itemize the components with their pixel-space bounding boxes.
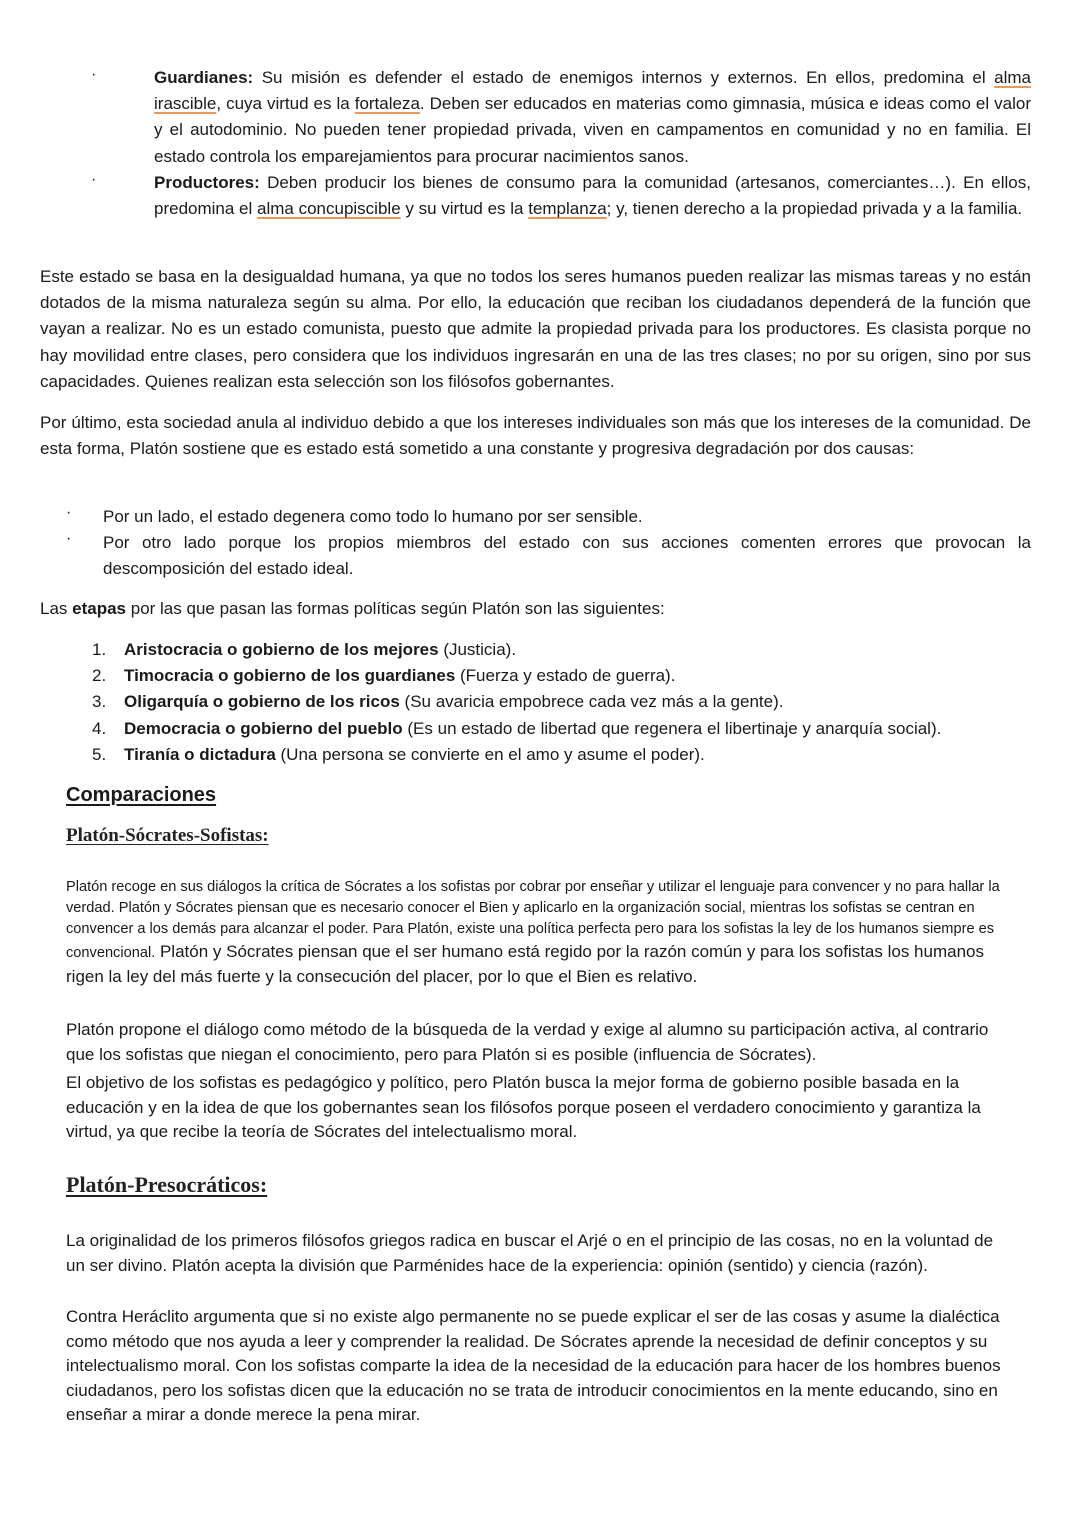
subheading-presocraticos: Platón-Presocráticos: <box>66 1172 268 1197</box>
role-productores: Productores: Deben producir los bienes de consumo para la comunidad (artesanos, comerciantes…). En ellos, predomina el alma concupiscible y su virtud es la templanza; y, tienen derecho a la propiedad privada y a la familia. <box>154 173 1031 219</box>
section-heading-comparaciones: Comparaciones <box>66 784 217 806</box>
cause-item: Por otro lado porque los propios miembros del estado con sus acciones comenten errores que provocan la descomposición del estado ideal. <box>103 533 1031 579</box>
paragraph-sofistas-1: Platón recoge en sus diálogos la crítica de Sócrates a los sofistas por cobrar por enseñar y utilizar el lenguaje para convencer y no para hallar la verdad. Platón y Sócrates piensan que es necesario conocer el Bien y aplicarlo en la organización social, mientras los sofistas se centran en convencer a los demás para alcanzar el poder. Para Platón, existe una política perfecta pero para los sofistas la ley de los humanos siempre es convencional. Platón y Sócrates piensan que el ser humano está regido por la razón común y para los sofistas los humanos rigen la ley del más fuerte y la consecución del placer, por lo que el Bien es relativo. <box>66 879 1000 986</box>
stage-item: 2. Timocracia o gobierno de los guardianes (Fuerza y estado de guerra). <box>92 666 676 686</box>
spellcheck-underlined-term: alma irascible <box>154 68 1031 114</box>
stage-item: 3. Oligarquía o gobierno de los ricos (Su avaricia empobrece cada vez más a la gente). <box>92 692 784 712</box>
etapas-intro: Las etapas por las que pasan las formas políticas según Platón son las siguientes: <box>40 599 665 618</box>
etapas-keyword: etapas <box>72 599 127 618</box>
bullet-marker: · <box>66 530 72 547</box>
paragraph-presocraticos-1: La originalidad de los primeros filósofos griegos radica en buscar el Arjé o en el principio de las cosas, no en la voluntad de un ser divino. Platón acepta la división que Parménides hace de la experiencia: opinión (sentido) y ciencia (razón). <box>66 1231 994 1275</box>
paragraph-estado: Este estado se basa en la desigualdad humana, ya que no todos los seres humanos pueden realizar las mismas tareas y no están dotados de la misma naturaleza según su alma. Por ello, la educación que reciban los ciudadanos dependerá de la función que vayan a realizar. No es un estado comunista, puesto que admite la propiedad privada para los productores. Es clasista porque no hay movilidad entre clases, pero considera que los individuos ingresarán en una de las tres clases; no por su origen, sino por sus capacidades. Quienes realizan esta selección son los filósofos gobernantes. <box>40 267 1031 391</box>
paragraph-degradacion: Por último, esta sociedad anula al individuo debido a que los intereses individuales son más que los intereses de la comunidad. De esta forma, Platón sostiene que es estado está sometido a una constante y progresiva degradación por dos causas: <box>40 413 1031 459</box>
bullet-marker: · <box>91 171 97 188</box>
role-guardianes: Guardianes: Su misión es defender el estado de enemigos internos y externos. En ellos, predomina el alma irascible, cuya virtud es la fortaleza. Deben ser educados en materias como gimnasia, música e ideas como el valor y el autodominio. No pueden tener propiedad privada, viven en campamentos en comunidad y no en familia. El estado controla los emparejamientos para procurar nacimientos sanos. <box>154 68 1031 166</box>
subheading-socrates-sofistas: Platón-Sócrates-Sofistas: <box>66 825 269 846</box>
stages-list <box>92 637 1032 768</box>
bullet-marker: · <box>66 504 72 521</box>
spellcheck-underlined-term: alma concupiscible <box>257 199 401 219</box>
cause-item: Por un lado, el estado degenera como todo lo humano por ser sensible. <box>103 507 643 526</box>
spellcheck-underlined-term: templanza <box>528 199 607 219</box>
stage-item: 4. Democracia o gobierno del pueblo (Es un estado de libertad que regenera el libertinaje y anarquía social). <box>92 718 942 738</box>
stage-item: 5. Tiranía o dictadura (Una persona se convierte en el amo y asume el poder). <box>92 744 705 764</box>
role-title: Productores: <box>154 173 260 192</box>
paragraph-sofistas-3: El objetivo de los sofistas es pedagógico y político, pero Platón busca la mejor forma de gobierno posible basada en la educación y en la idea de que los gobernantes sean los filósofos porque poseen el verdadero conocimiento y garantiza la virtud, ya que recibe la teoría de Sócrates del intelectualismo moral. <box>66 1073 981 1142</box>
paragraph-presocraticos-2: Contra Heráclito argumenta que si no existe algo permanente no se puede explicar el ser de las cosas y asume la dialéctica como método que nos ayuda a leer y comprender la realidad. De Sócrates aprende la necesidad de definir conceptos y su intelectualismo moral. Con los sofistas comparte la idea de la necesidad de la educación para hacer de los hombres buenos ciudadanos, pero los sofistas dicen que la educación no se trata de introducir conocimientos en la mente educando, sino en enseñar a mirar a donde merece la pena mirar. <box>66 1307 1001 1425</box>
spellcheck-underlined-term: fortaleza <box>354 94 420 114</box>
stage-item: 1. Aristocracia o gobierno de los mejores (Justicia). <box>92 640 517 659</box>
paragraph-sofistas-2: Platón propone el diálogo como método de la búsqueda de la verdad y exige al alumno su participación activa, al contrario que los sofistas que niegan el conocimiento, pero para Platón si es posible (influencia de Sócrates). <box>66 1020 989 1064</box>
role-title: Guardianes: <box>154 68 254 87</box>
bullet-marker: · <box>91 66 97 83</box>
